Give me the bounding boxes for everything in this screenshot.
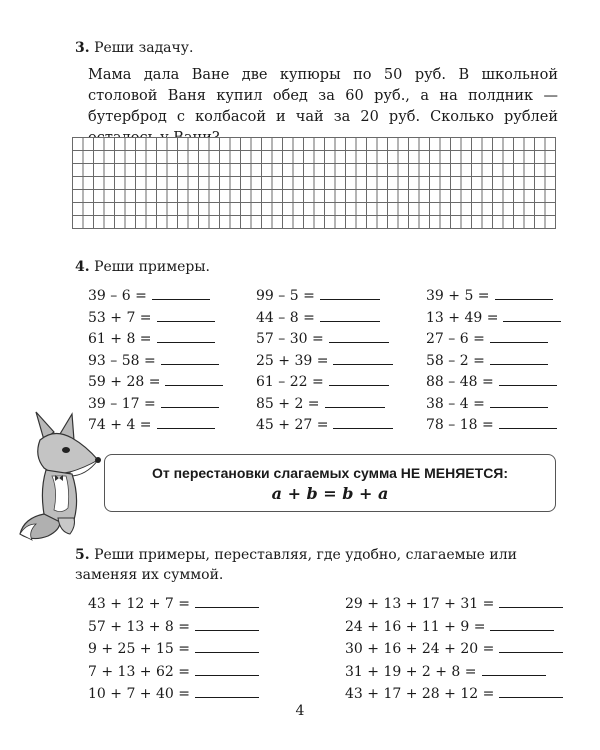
page-number: 4: [295, 703, 305, 719]
answer-blank[interactable]: [195, 637, 259, 653]
answer-blank[interactable]: [325, 392, 385, 408]
task5-number: 5.: [75, 547, 90, 563]
example-row: [88, 637, 259, 658]
answer-grid[interactable]: [72, 137, 556, 229]
answer-blank[interactable]: [499, 413, 557, 429]
example-expression: 39 – 6 =: [88, 288, 147, 304]
fox-mascot-icon: [14, 410, 106, 545]
answer-blank[interactable]: [499, 592, 563, 608]
example-row: [345, 592, 563, 613]
answer-blank[interactable]: [195, 615, 259, 631]
example-row: [88, 284, 210, 305]
task3-problem-text: Мама дала Ване две купюры по 50 руб. В школьной столовой Ваня купил обед за 60 руб., а на полдник — бутерброд с колбасой и чай за 20 руб. Сколько рублей: [88, 67, 558, 125]
answer-blank[interactable]: [495, 284, 553, 300]
example-expression: 61 + 8 =: [88, 331, 152, 347]
example-expression: 44 – 8 =: [256, 309, 315, 326]
example-expression: 74 + 4 =: [88, 417, 152, 433]
example-expression: 10 + 7 + 40 =: [88, 686, 190, 702]
example-row: [88, 370, 223, 391]
answer-blank[interactable]: [490, 327, 548, 343]
example-expression: 39 – 17 =: [88, 395, 156, 412]
example-expression: 43 + 17 + 28 + 12 =: [345, 686, 495, 702]
example-row: [426, 306, 561, 327]
example-row: [426, 349, 548, 370]
answer-blank[interactable]: [503, 306, 561, 322]
answer-blank[interactable]: [157, 327, 215, 343]
example-expression: 85 + 2 =: [256, 395, 320, 412]
task4-title: Реши примеры.: [94, 259, 210, 275]
answer-blank[interactable]: [329, 370, 389, 386]
example-row: [256, 349, 393, 370]
example-row: [256, 413, 393, 434]
example-row: [88, 327, 215, 348]
example-row: [426, 284, 553, 305]
answer-blank[interactable]: [490, 349, 548, 365]
example-row: [88, 660, 259, 681]
example-expression: 59 + 28 =: [88, 374, 161, 390]
example-row: [256, 284, 380, 305]
answer-blank[interactable]: [195, 660, 259, 676]
example-expression: 7 + 13 + 62 =: [88, 663, 190, 680]
answer-blank[interactable]: [320, 306, 380, 322]
example-row: [345, 615, 554, 636]
example-expression: 24 + 16 + 11 + 9 =: [345, 618, 486, 635]
answer-blank[interactable]: [333, 349, 393, 365]
example-expression: 99 – 5 =: [256, 288, 315, 304]
example-row: [88, 392, 219, 413]
task5-title: Реши примеры, переставляя, где удобно, слагаемые или заменяя их суммой.: [75, 547, 517, 583]
example-expression: 29 + 13 + 17 + 31 =: [345, 596, 495, 612]
answer-blank[interactable]: [499, 682, 563, 698]
example-row: [88, 349, 219, 370]
example-expression: 57 + 13 + 8 =: [88, 618, 190, 635]
answer-blank[interactable]: [333, 413, 393, 429]
answer-blank[interactable]: [490, 615, 554, 631]
example-row: [345, 637, 563, 658]
answer-blank[interactable]: [482, 660, 546, 676]
example-row: [256, 306, 380, 327]
rule-box: [104, 454, 556, 512]
example-row: [88, 306, 215, 327]
answer-blank[interactable]: [161, 349, 219, 365]
example-row: [88, 682, 259, 703]
task3-number: 3.: [75, 40, 90, 56]
answer-blank[interactable]: [157, 306, 215, 322]
example-expression: 93 – 58 =: [88, 352, 156, 369]
answer-blank[interactable]: [195, 682, 259, 698]
example-expression: 53 + 7 =: [88, 309, 152, 326]
example-row: [256, 392, 385, 413]
example-expression: 38 – 4 =: [426, 395, 485, 412]
answer-blank[interactable]: [165, 370, 223, 386]
answer-blank[interactable]: [499, 370, 557, 386]
answer-blank[interactable]: [195, 592, 259, 608]
example-expression: 58 – 2 =: [426, 352, 485, 369]
rule-formula: a + b = b + a: [271, 484, 389, 503]
example-row: [88, 592, 259, 613]
example-row: [345, 660, 546, 681]
example-row: [256, 370, 389, 391]
example-expression: 30 + 16 + 24 + 20 =: [345, 641, 495, 657]
task3-heading: [75, 40, 193, 56]
example-row: [345, 682, 563, 703]
answer-blank[interactable]: [157, 413, 215, 429]
example-row: [256, 327, 389, 348]
answer-blank[interactable]: [490, 392, 548, 408]
answer-blank[interactable]: [499, 637, 563, 653]
example-expression: 61 – 22 =: [256, 374, 324, 390]
example-expression: 45 + 27 =: [256, 417, 329, 433]
example-expression: 78 – 18 =: [426, 417, 494, 433]
rule-title: От перестановки слагаемых сумма НЕ МЕНЯЕТСЯ:: [151, 465, 509, 481]
example-expression: 39 + 5 =: [426, 288, 490, 304]
example-row: [426, 370, 557, 391]
example-expression: 27 – 6 =: [426, 331, 485, 347]
example-row: [426, 413, 557, 434]
answer-blank[interactable]: [161, 392, 219, 408]
task3-title: Реши задачу.: [94, 40, 194, 56]
answer-blank[interactable]: [329, 327, 389, 343]
example-row: [426, 392, 548, 413]
example-row: [88, 413, 215, 434]
example-expression: 31 + 19 + 2 + 8 =: [345, 663, 477, 680]
task4-number: 4.: [75, 259, 90, 275]
example-expression: 25 + 39 =: [256, 352, 329, 369]
example-expression: 9 + 25 + 15 =: [88, 641, 190, 657]
example-expression: 88 – 48 =: [426, 374, 494, 390]
answer-blank[interactable]: [320, 284, 380, 300]
answer-blank[interactable]: [152, 284, 210, 300]
task5-heading: [75, 545, 545, 585]
example-expression: 13 + 49 =: [426, 309, 499, 326]
example-expression: 57 – 30 =: [256, 331, 324, 347]
example-row: [426, 327, 548, 348]
example-row: [88, 615, 259, 636]
task4-heading: [75, 259, 210, 275]
example-expression: 43 + 12 + 7 =: [88, 596, 190, 612]
